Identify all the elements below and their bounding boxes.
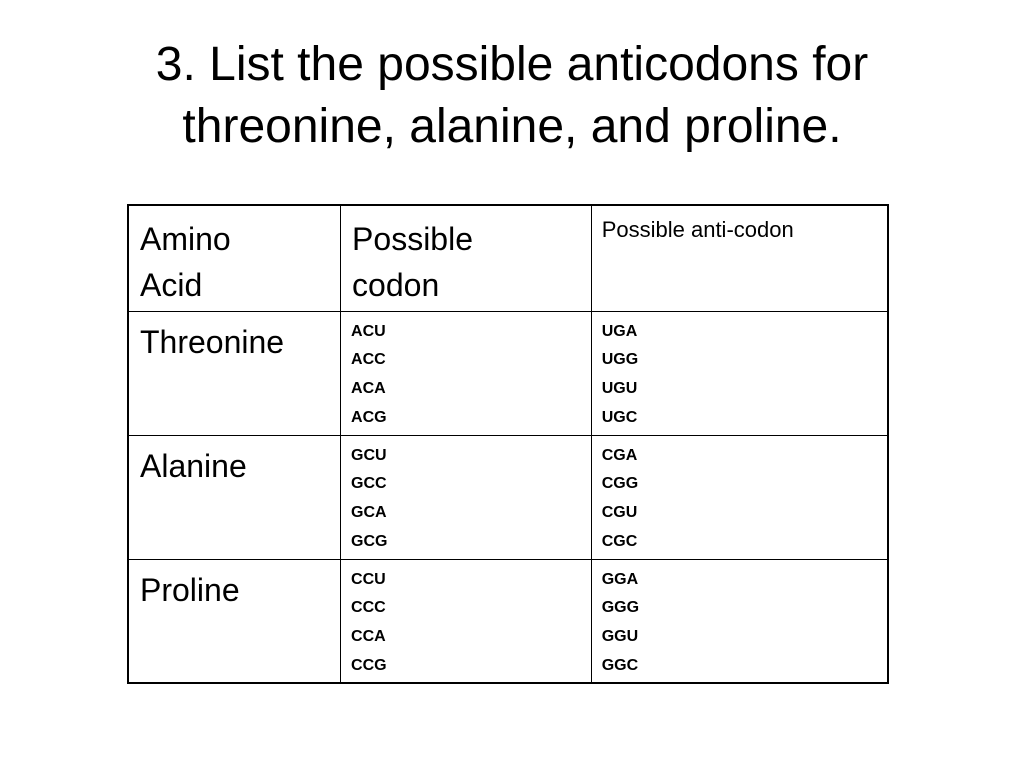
table-row [128,311,888,435]
table-row [128,435,888,559]
codon-anticodon-table [127,204,889,684]
codon: ACA [351,379,386,397]
anticodon: UGU [601,379,638,397]
header-amino-acid-line-2: Acid [140,267,203,303]
codon: GCC [351,475,387,493]
table-header-row [128,205,888,311]
codon: GCG [351,532,388,550]
codon-cell [341,435,592,559]
header-possible-codon [341,205,592,311]
amino-acid-cell: Alanine [128,435,341,559]
anticodon: UGA [601,322,638,340]
slide-title-line-2: threonine, alanine, and proline. [182,100,842,153]
codon: CCU [351,570,386,588]
codon: ACG [351,408,387,426]
header-amino-acid [128,205,341,311]
anticodon: GGC [601,656,639,674]
amino-acid-cell: Proline [128,559,341,683]
anticodon: CGG [601,475,639,493]
header-amino-acid-line-1: Amino [140,221,231,257]
codon: ACU [351,322,386,340]
anticodon-cell [591,435,888,559]
codon: CCG [351,656,387,674]
header-possible-codon-line-1: Possible [352,221,473,257]
anticodon: GGA [601,570,639,588]
slide-title [40,34,984,158]
anticodon: CGU [601,503,638,521]
table-row [128,559,888,683]
amino-acid-cell: Threonine [128,311,341,435]
codon: ACC [351,351,386,369]
header-possible-anticodon: Possible anti-codon [591,205,888,311]
anticodon-cell [591,311,888,435]
anticodon: UGC [601,408,638,426]
anticodon: CGC [601,532,638,550]
codon: GCU [351,446,387,464]
codon: CCA [351,627,386,645]
anticodon: CGA [601,446,638,464]
codon-cell [341,559,592,683]
header-possible-codon-line-2: codon [352,267,440,303]
anticodon: GGU [601,627,639,645]
codon: CCC [351,599,386,617]
anticodon: GGG [601,599,640,617]
codon-cell [341,311,592,435]
slide-title-line-1: 3. List the possible anticodons for [155,38,869,91]
anticodon-cell [591,559,888,683]
codon: GCA [351,503,387,521]
anticodon: UGG [601,351,639,369]
